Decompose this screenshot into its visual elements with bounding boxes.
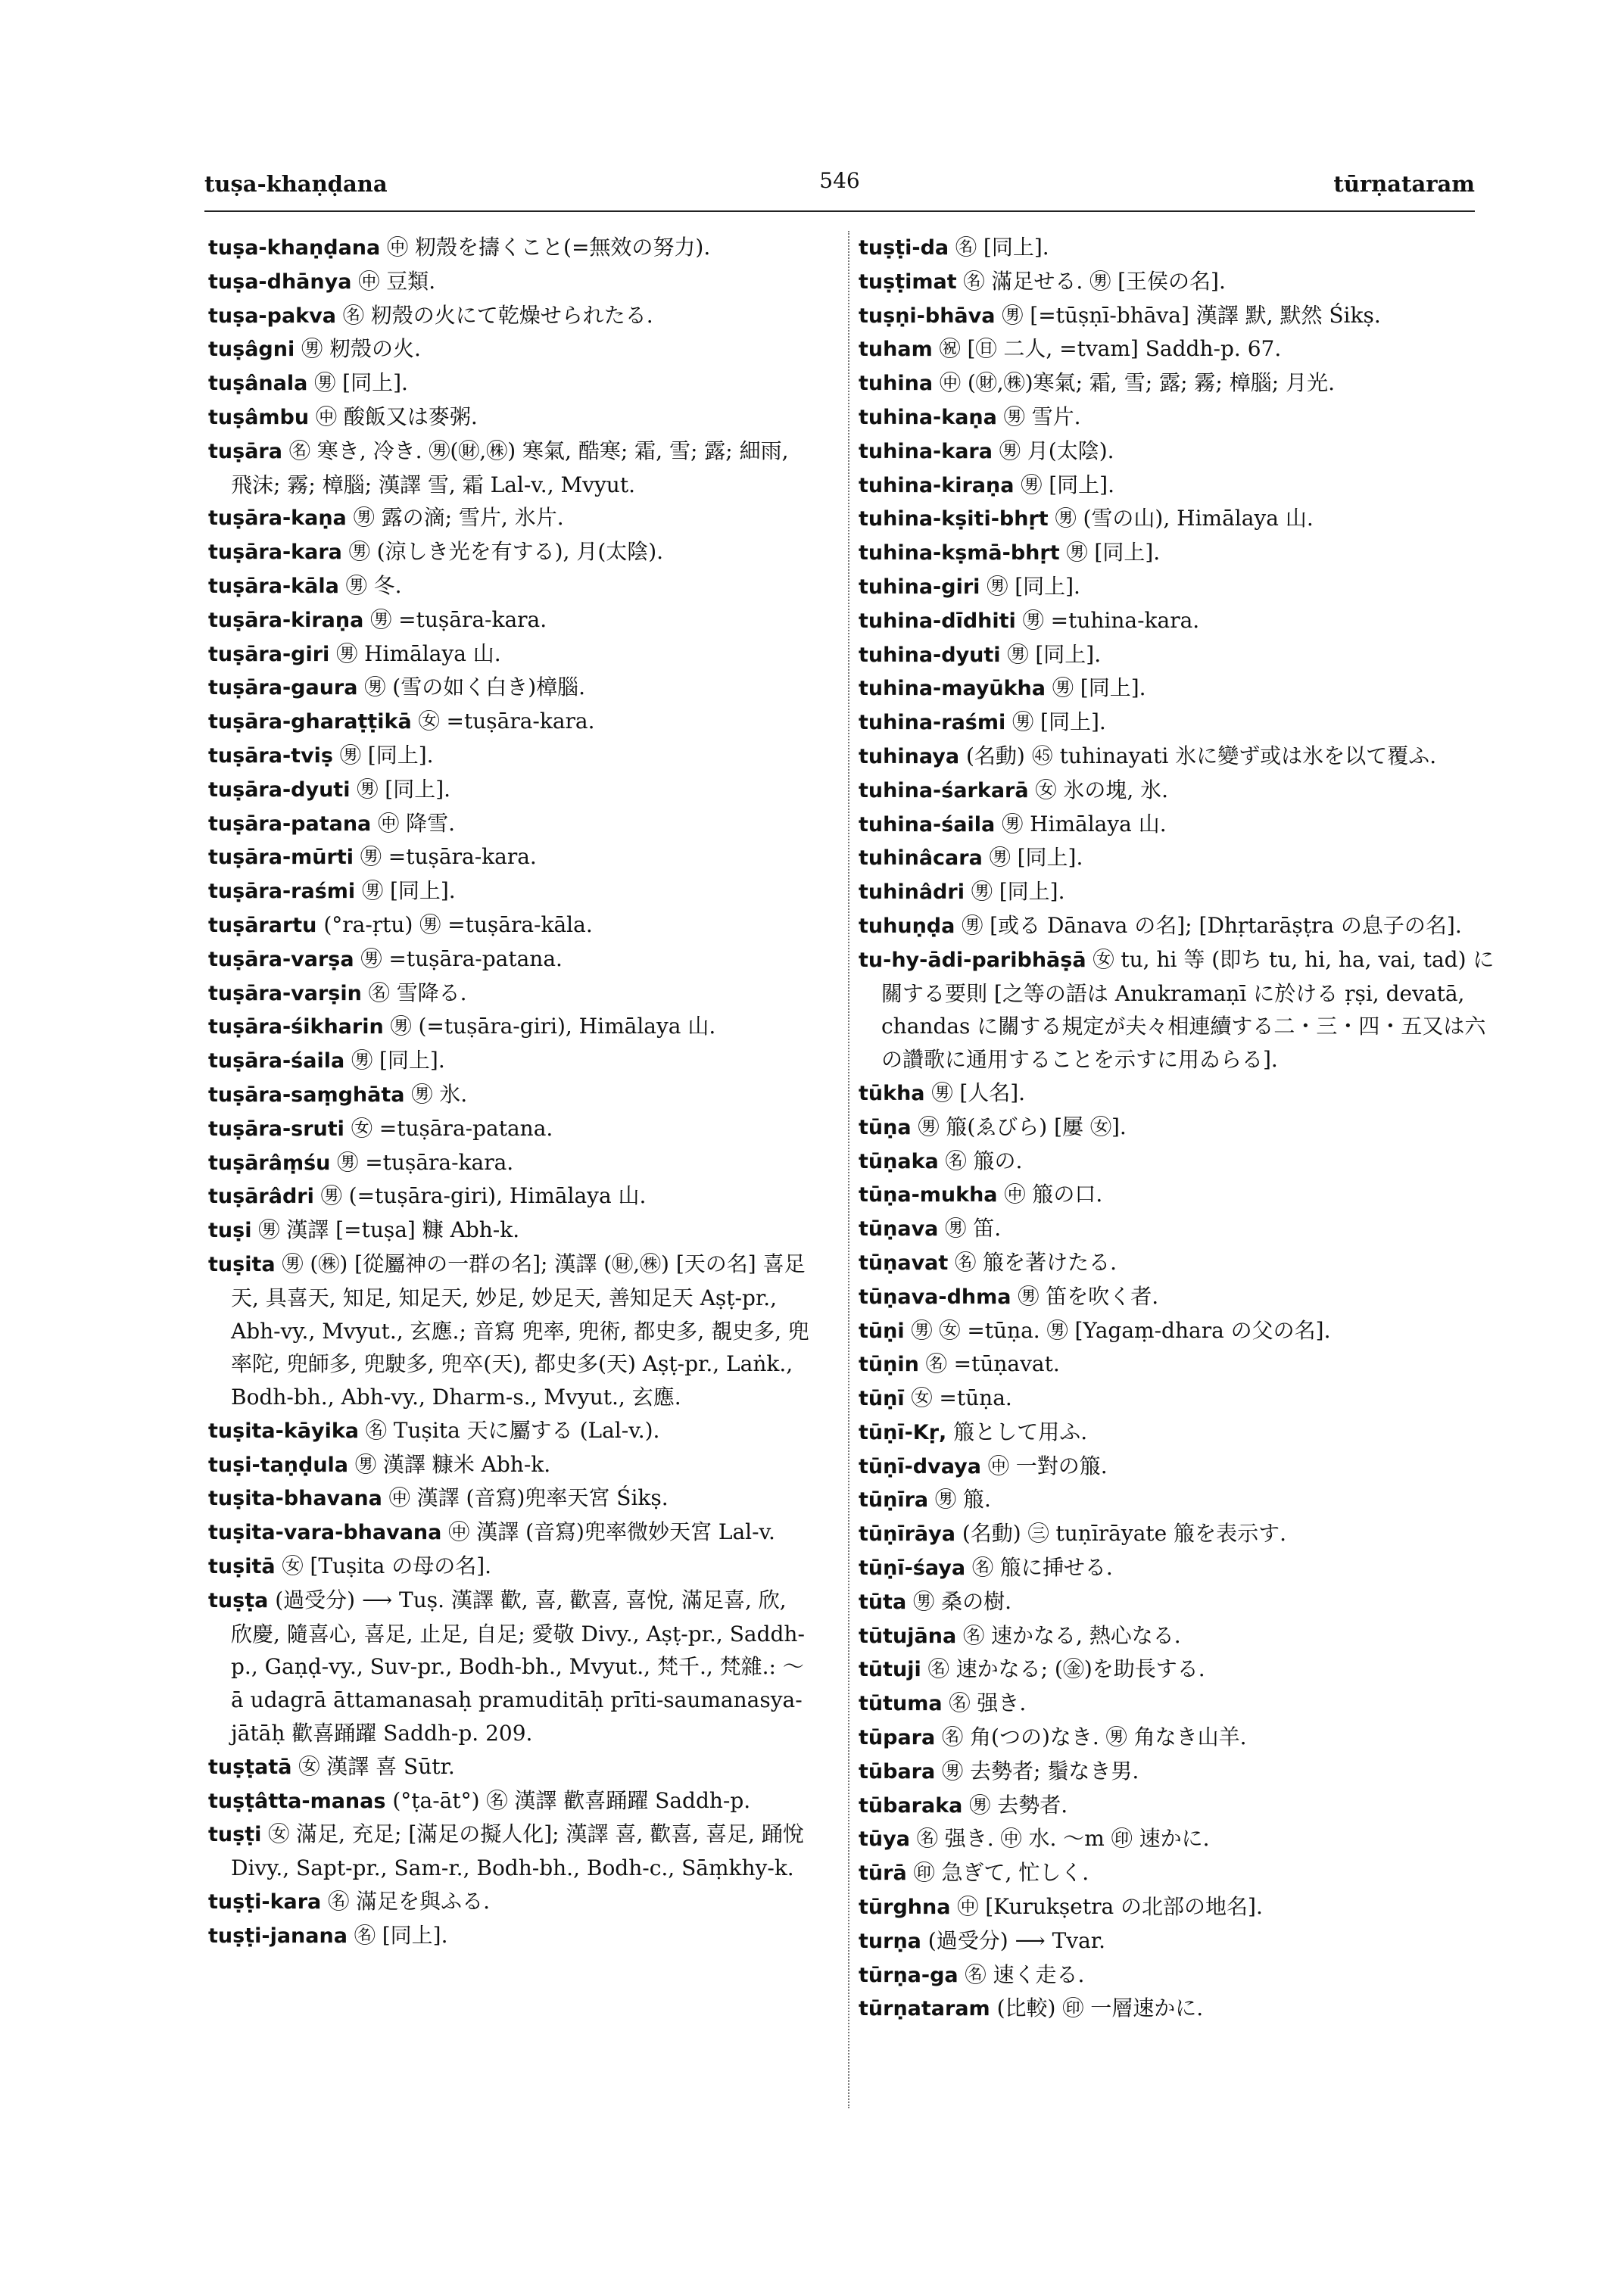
- dictionary-entry: [859, 1687, 1495, 1721]
- page-number: 546: [819, 168, 860, 193]
- dictionary-entry: [208, 603, 814, 637]
- dictionary-entry: [859, 1619, 1495, 1653]
- dictionary-entry: [859, 502, 1495, 536]
- definition: ㊔ 速かなる; (㊎)を助長する.: [927, 1656, 1205, 1682]
- headword: tuhinaya: [859, 744, 960, 768]
- headword: tuṣṭimat: [859, 269, 957, 294]
- definition: (比較) ㊞ 一層速かに.: [996, 1995, 1204, 2021]
- dictionary-entry: [859, 1145, 1495, 1179]
- dictionary-entry: [208, 299, 814, 333]
- headword: tuṣārartu: [208, 913, 317, 937]
- dictionary-entry: [208, 1044, 814, 1078]
- headword: tuhina-dyuti: [859, 643, 1001, 667]
- headword: tūṇi: [859, 1319, 905, 1343]
- headword: tūṇavat: [859, 1251, 949, 1275]
- headword: tūṇī-dvaya: [859, 1454, 981, 1478]
- definition: ㊛ =tuṣāra-patana.: [351, 1115, 553, 1141]
- headword: tuṣṭatā: [208, 1755, 292, 1779]
- definition: ㊥ 籾殼を擣くこと(=無效の努力).: [387, 235, 711, 260]
- definition: ㊗ [㊐ 二人, =tvam] Saddh-p. 67.: [939, 336, 1282, 362]
- definition: ㊔ 滿足せる. ㊚ [王侯の名].: [963, 268, 1226, 294]
- dictionary-entry: [208, 1179, 814, 1213]
- dictionary-entry: [208, 1516, 814, 1550]
- headword: tuṣāra-tviṣ: [208, 743, 333, 768]
- dictionary-entry: [208, 1414, 814, 1448]
- definition: ㊚ (㊑) [從屬神の一群の名]; 漢譯 (㊖,㊑) [天の名] 喜足天, 具喜天, 知足, 知足天, 妙足, 妙足天, 善知足天 Aṣṭ-pr., Abh-vy., Mvyut., 玄應.; 音寫 兜率, 兜術, 都史多, 覩史多, 兜率陀, 兜師多, 兜駛多, 兜卒(天), 都史多(天) Aṣṭ-pr., Laṅk., Bodh-bh., Abh-vy., Dharm-s., Mvyut., 玄應.: [231, 1251, 809, 1410]
- headword: tuhina-raśmi: [859, 711, 1006, 735]
- headword: tuṣṭi-da: [859, 236, 949, 260]
- definition: ㊚ =tuṣāra-kara.: [360, 844, 537, 870]
- dictionary-entry: [208, 874, 814, 908]
- definition: ㊚ [同上].: [357, 776, 451, 802]
- definition: (過受分) ⟶ Tuṣ. 漢譯 歡, 喜, 歡喜, 喜悅, 滿足喜, 欣, 欣慶, 隨喜心, 喜足, 止足, 自足; 愛敬 Divy., Aṣṭ-pr., Saddh-p., Gaṇḍ-vy., Suv-pr., Bodh-bh., Mvyut., 梵千., 梵雜.: ～ā udagrā āttamanasaḥ pramuditāḥ prīti-saumanasya-jātāḥ 歡喜踊躍 Saddh-p. 209.: [231, 1587, 805, 1746]
- definition: ㊛ 漢譯 喜 Sūtr.: [298, 1753, 455, 1779]
- definition: ㊥ [Kurukṣetra の北部の地名].: [957, 1894, 1263, 1920]
- definition: ㊚ [同上].: [1052, 675, 1146, 701]
- headword: tuṣārâdri: [208, 1185, 314, 1209]
- dictionary-entry: [208, 1584, 814, 1750]
- headword: tūṇin: [859, 1353, 919, 1377]
- left-guide-word: tuṣa-khaṇḍana: [204, 171, 388, 197]
- dictionary-entry: [859, 435, 1495, 469]
- headword: tuṣita-vara-bhavana: [208, 1521, 442, 1545]
- headword: tuṣāra-patana: [208, 812, 372, 836]
- definition: ㊥ 酸飯又は麥粥.: [316, 403, 478, 429]
- dictionary-entry: [859, 1212, 1495, 1246]
- definition: ㊚ 月(太陰).: [999, 438, 1114, 463]
- definition: ㊥ 箙の口.: [1004, 1182, 1103, 1207]
- definition: ㊚ 去勢者.: [969, 1792, 1068, 1818]
- dictionary-entry: [859, 1856, 1495, 1890]
- headword: tuhinâdri: [859, 880, 965, 905]
- headword: tūṇīrāya: [859, 1522, 955, 1547]
- definition: ㊚ [同上].: [351, 1048, 445, 1073]
- definition: ㊚ 冬.: [345, 572, 402, 598]
- headword: tuhina-śaila: [859, 812, 996, 837]
- headword: tūṇī-Kṛ,: [859, 1420, 947, 1444]
- definition: ㊛ [Tuṣita の母の名].: [282, 1553, 492, 1579]
- definition: ㊚ Himālaya 山.: [336, 640, 501, 666]
- headword: tuṣânala: [208, 372, 308, 396]
- dictionary-entry: [208, 739, 814, 773]
- right-guide-word: tūrṇataram: [1333, 171, 1475, 197]
- headword: tuhuṇḍa: [859, 914, 955, 938]
- headword: tūtuma: [859, 1692, 943, 1716]
- definition: ㊚ 去勢者; 鬚なき男.: [942, 1758, 1139, 1784]
- dictionary-entry: [859, 1585, 1495, 1619]
- definition: ㊚ 笛を吹く者.: [1018, 1283, 1159, 1309]
- definition: ㊚ [同上].: [1012, 709, 1106, 735]
- definition: ㊥ (㊖,㊑)寒氣; 霜, 雪; 露; 霧; 樟腦; 月光.: [939, 370, 1335, 396]
- dictionary-entry: [208, 366, 814, 400]
- headword: tuṣāra-kiraṇa: [208, 608, 364, 632]
- headword: tuṣi: [208, 1219, 252, 1243]
- headword: tuṣita-kāyika: [208, 1419, 359, 1443]
- headword: tuṣāra-gharaṭṭikā: [208, 710, 412, 734]
- definition: 箙として用ふ.: [953, 1419, 1088, 1444]
- definition: ㊔ 寒き, 冷き. ㊚(㊖,㊑) 寒氣, 酷寒; 霜, 雪; 露; 細雨, 飛沫; 霧; 樟腦; 漢譯 雪, 霜 Lal-v., Mvyut.: [231, 438, 789, 497]
- dictionary-entry: [208, 1550, 814, 1584]
- definition: ㊥ 降雪.: [378, 810, 455, 836]
- dictionary-entry: [208, 501, 814, 535]
- dictionary-entry: [859, 1347, 1495, 1382]
- dictionary-entry: [208, 1112, 814, 1146]
- definition: (名動) ㊂ tuṇīrāyate 箙を表示す.: [962, 1521, 1287, 1547]
- headword: tūṇīra: [859, 1488, 929, 1513]
- dictionary-entry: [859, 1789, 1495, 1823]
- dictionary-entry: [859, 570, 1495, 604]
- headword: tūkha: [859, 1081, 925, 1105]
- definition: ㊥ 漢譯 (音寫)兜率天宮 Śikṣ.: [388, 1485, 669, 1511]
- dictionary-entry: [859, 231, 1495, 265]
- definition: ㊥ 一對の箙.: [987, 1453, 1108, 1478]
- dictionary-entry: [859, 332, 1495, 366]
- headword: tuṣṭâtta-manas: [208, 1789, 386, 1813]
- definition: ㊔ [同上].: [354, 1922, 448, 1948]
- dictionary-entry: [208, 1010, 814, 1044]
- headword: tuṣa-dhānya: [208, 269, 352, 294]
- headword: tuṣāra-mūrti: [208, 846, 354, 870]
- headword: tūṇī: [859, 1387, 905, 1411]
- dictionary-entry: [208, 1146, 814, 1180]
- definition: ㊔ [同上].: [955, 235, 1049, 260]
- definition: ㊚ (=tuṣāra-giri), Himālaya 山.: [320, 1183, 647, 1209]
- definition: ㊚ =tuṣāra-kara.: [370, 606, 547, 632]
- definition: ㊔ 强き.: [949, 1690, 1027, 1716]
- definition: ㊚ 漢譯 [=tuṣa] 糠 Abh-k.: [258, 1217, 520, 1243]
- headword: tuṣāra-varṣa: [208, 947, 354, 971]
- dictionary-entry: [859, 1280, 1495, 1314]
- headword: tuṣāra-dyuti: [208, 777, 351, 802]
- definition: ㊚ =tuhina-kara.: [1022, 607, 1200, 633]
- definition: ㊔ 角(つの)なき. ㊚ 角なき山羊.: [942, 1724, 1247, 1750]
- headword: tuṣṭi: [208, 1823, 262, 1847]
- dictionary-entry: [859, 1924, 1495, 1958]
- dictionary-entry: [859, 1653, 1495, 1687]
- dictionary-entry: [208, 231, 814, 265]
- definition: ㊔ 滿足を與ふる.: [328, 1889, 490, 1914]
- headword: tuṣâmbu: [208, 405, 310, 429]
- dictionary-entry: [859, 909, 1495, 943]
- definition: ㊚ ㊛ =tūṇa. ㊚ [Yagaṃ-dhara の父の名].: [911, 1317, 1331, 1343]
- headword: tuṣâgni: [208, 338, 295, 362]
- dictionary-entry: [859, 469, 1495, 503]
- left-column: [208, 231, 814, 1953]
- headword: tuhina-kṣmā-bhṛt: [859, 541, 1060, 565]
- headword: tūtujāna: [859, 1624, 957, 1648]
- definition: ㊚ (=tuṣāra-giri), Himālaya 山.: [390, 1014, 716, 1039]
- dictionary-entry: [859, 1755, 1495, 1789]
- definition: (名動) ㊺ tuhinayati 氷に變ず或は氷を以て覆ふ.: [965, 743, 1437, 768]
- dictionary-entry: [859, 1551, 1495, 1585]
- definition: ㊔ 速く走る.: [965, 1961, 1085, 1987]
- dictionary-entry: [859, 740, 1495, 774]
- definition: ㊔ 箙を著けたる.: [955, 1249, 1117, 1275]
- headword: tuhina-śarkarā: [859, 778, 1029, 802]
- definition: ㊔ 速かなる, 熱心なる.: [963, 1622, 1181, 1648]
- definition: ㊚ 箙(ゑびら) [屢 ㊛].: [918, 1114, 1127, 1139]
- dictionary-entry: [208, 1784, 814, 1818]
- headword: tuhina-kara: [859, 439, 993, 463]
- dictionary-entry: [859, 1483, 1495, 1517]
- headword: tūṇa: [859, 1115, 912, 1139]
- dictionary-entry: [859, 808, 1495, 842]
- headword: tūtuji: [859, 1658, 921, 1682]
- definition: ㊛ =tūṇa.: [911, 1385, 1012, 1411]
- dictionary-entry: [208, 1448, 814, 1482]
- headword: tuhina: [859, 372, 934, 396]
- headword: tuṣāra-kāla: [208, 574, 339, 598]
- definition: ㊚ 桑の樹.: [913, 1588, 1011, 1614]
- dictionary-entry: [859, 400, 1495, 435]
- headword: tuhina-giri: [859, 575, 980, 599]
- definition: (過受分) ⟶ Tvar.: [927, 1927, 1105, 1953]
- headword: tūya: [859, 1827, 910, 1852]
- dictionary-entry: [208, 265, 814, 299]
- headword: tūṇa-mukha: [859, 1183, 998, 1207]
- dictionary-entry: [208, 1213, 814, 1248]
- definition: ㊚ 笛.: [945, 1216, 1002, 1242]
- dictionary-entry: [208, 1078, 814, 1112]
- dictionary-entry: [859, 774, 1495, 808]
- definition: ㊚ 籾殼の火.: [301, 336, 421, 362]
- dictionary-entry: [208, 840, 814, 874]
- definition: ㊚ [或る Dānava の名]; [Dhṛtarāṣṭra の息子の名].: [962, 912, 1462, 938]
- definition: ㊥ 漢譯 (音寫)兜率微妙天宮 Lal-v.: [448, 1519, 775, 1545]
- header-rule: [204, 210, 1475, 212]
- headword: tuhina-dīdhiti: [859, 609, 1016, 633]
- headword: tuṣāra-giri: [208, 642, 330, 666]
- dictionary-entry: [208, 1885, 814, 1919]
- headword: tūrṇataram: [859, 1997, 990, 2021]
- headword: tuṣāra-kara: [208, 541, 342, 565]
- headword: tūpara: [859, 1726, 936, 1750]
- definition: ㊚ =tuṣāra-patana.: [360, 946, 563, 971]
- headword: tuham: [859, 338, 933, 362]
- dictionary-entry: [208, 1750, 814, 1784]
- dictionary-entry: [859, 1178, 1495, 1212]
- headword: tuṣāra-raśmi: [208, 880, 356, 904]
- dictionary-entry: [859, 265, 1495, 299]
- dictionary-entry: [859, 1517, 1495, 1551]
- dictionary-entry: [859, 841, 1495, 875]
- definition: ㊚ [同上].: [1021, 472, 1115, 497]
- headword: tuṣṇi-bhāva: [859, 304, 996, 328]
- headword: tuṣāra-kaṇa: [208, 506, 347, 531]
- dictionary-entry: [859, 1450, 1495, 1484]
- definition: ㊥ 豆類.: [358, 268, 436, 294]
- definition: ㊔ 雪降る.: [368, 980, 467, 1005]
- dictionary-entry: [859, 1382, 1495, 1416]
- definition: ㊔ 箙に挿せる.: [972, 1555, 1113, 1581]
- headword: tuṣi-taṇḍula: [208, 1453, 349, 1477]
- headword: tūrghna: [859, 1896, 951, 1920]
- dictionary-entry: [208, 908, 814, 942]
- definition: (°ra-ṛtu) ㊚ =tuṣāra-kāla.: [323, 911, 593, 937]
- dictionary-entry: [208, 1919, 814, 1953]
- dictionary-entry: [859, 1416, 1495, 1450]
- dictionary-entry: [859, 1992, 1495, 2026]
- dictionary-entry: [859, 299, 1495, 333]
- dictionary-entry: [208, 435, 814, 502]
- definition: ㊛ 滿足, 充足; [滿足の擬人化]; 漢譯 喜, 歡喜, 喜足, 踊悅 Divy., Sapt-pr., Sam-r., Bodh-bh., Bodh-c., Sāṃkhy-k.: [231, 1821, 804, 1881]
- headword: tuhina-kiraṇa: [859, 473, 1015, 497]
- headword: tuhinâcara: [859, 846, 983, 871]
- definition: ㊛ 氷の塊, 氷.: [1035, 777, 1169, 802]
- definition: ㊛ tu, hi 等 (即ち tu, hi, ha, vai, tad) に關する要則 [之等の語は Anukramaṇī に於ける ṛṣi, devatā, chandas に關する規定が夫々相連續する二・三・四・五又は六の讚歌に通用することを示すに用ゐらる].: [881, 946, 1495, 1073]
- page-header: [204, 168, 1475, 209]
- right-column: [848, 231, 1495, 2108]
- headword: tuṣāra: [208, 439, 282, 463]
- headword: tuṣāra-saṃghāta: [208, 1083, 405, 1107]
- headword: tuṣita-bhavana: [208, 1487, 382, 1511]
- definition: ㊚ [同上].: [314, 370, 408, 396]
- dictionary-entry: [208, 977, 814, 1011]
- dictionary-entry: [859, 875, 1495, 909]
- dictionary-entry: [208, 1248, 814, 1414]
- definition: ㊚ Himālaya 山.: [1002, 811, 1167, 837]
- dictionary-entry: [859, 1721, 1495, 1755]
- definition: ㊔ 籾殼の火にて乾燥せられたる.: [342, 302, 653, 328]
- definition: ㊚ [同上].: [989, 845, 1083, 871]
- dictionary-entry: [859, 1822, 1495, 1856]
- definition: ㊚ [同上].: [339, 742, 434, 768]
- dictionary-entry: [208, 773, 814, 807]
- definition: ㊔ =tūṇavat.: [925, 1351, 1060, 1377]
- definition: ㊚ (涼しき光を有する), 月(太陰).: [348, 539, 664, 565]
- dictionary-entry: [859, 706, 1495, 740]
- dictionary-entry: [208, 535, 814, 569]
- definition: ㊚ 箙.: [935, 1487, 991, 1513]
- dictionary-entry: [208, 671, 814, 705]
- definition: ㊚ 漢譯 糠米 Abh-k.: [354, 1451, 551, 1477]
- headword: tuhina-kaṇa: [859, 405, 997, 429]
- headword: tūbaraka: [859, 1793, 963, 1818]
- dictionary-entry: [208, 807, 814, 841]
- definition: (°ṭa-āt°) ㊔ 漢譯 歡喜踊躍 Saddh-p.: [392, 1787, 751, 1813]
- definition: ㊚ [同上].: [987, 573, 1080, 599]
- dictionary-entry: [208, 637, 814, 671]
- definition: ㊚ [同上].: [971, 879, 1065, 905]
- definition: ㊚ (雪の如く白き)樟腦.: [364, 675, 586, 700]
- dictionary-entry: [859, 671, 1495, 706]
- headword: tuṣāra-gaura: [208, 676, 358, 700]
- headword: tūta: [859, 1590, 907, 1614]
- definition: ㊚ =tuṣāra-kara.: [337, 1149, 514, 1175]
- headword: tuṣāra-śaila: [208, 1049, 345, 1073]
- headword: tūṇava-dhma: [859, 1285, 1011, 1309]
- headword: tuṣita: [208, 1252, 276, 1276]
- definition: ㊚ 氷.: [411, 1081, 468, 1107]
- dictionary-entry: [859, 604, 1495, 638]
- definition: ㊔ 强き. ㊥ 水. ～m ㊞ 速かに.: [916, 1826, 1210, 1852]
- definition: ㊛ =tuṣāra-kara.: [418, 709, 595, 734]
- dictionary-entry: [208, 332, 814, 366]
- headword: tuṣṭi-janana: [208, 1924, 348, 1948]
- definition: ㊚ [人名].: [931, 1080, 1026, 1105]
- headword: tuṣṭi-kara: [208, 1890, 322, 1914]
- definition: ㊚ 露の滴; 雪片, 氷片.: [353, 505, 564, 531]
- dictionary-entry: [208, 400, 814, 435]
- definition: ㊞ 急ぎて, 忙しく.: [913, 1860, 1089, 1886]
- definition: ㊚ (雪の山), Himālaya 山.: [1055, 506, 1314, 531]
- headword: tu-hy-ādi-paribhāṣā: [859, 948, 1086, 972]
- headword: tuṣāra-varṣin: [208, 981, 362, 1005]
- definition: ㊚ [同上].: [1007, 641, 1102, 667]
- definition: ㊚ [同上].: [362, 878, 456, 904]
- headword: turṇa: [859, 1929, 921, 1953]
- dictionary-entry: [208, 1481, 814, 1516]
- headword: tuṣitā: [208, 1555, 276, 1579]
- headword: tūṇī-śaya: [859, 1556, 966, 1581]
- headword: tuṣāra-sruti: [208, 1117, 344, 1141]
- headword: tuṣa-khaṇḍana: [208, 236, 381, 260]
- definition: ㊚ [同上].: [1066, 540, 1161, 565]
- headword: tūṇava: [859, 1217, 939, 1242]
- dictionary-entry: [859, 1890, 1495, 1924]
- dictionary-entry: [859, 1076, 1495, 1111]
- dictionary-entry: [208, 569, 814, 603]
- headword: tūṇaka: [859, 1149, 939, 1173]
- headword: tuṣāra-śikharin: [208, 1015, 384, 1039]
- dictionary-entry: [208, 705, 814, 739]
- dictionary-entry: [208, 1818, 814, 1885]
- headword: tuhina-kṣiti-bhṛt: [859, 507, 1049, 531]
- dictionary-entry: [859, 1246, 1495, 1280]
- headword: tuṣārâṃśu: [208, 1151, 331, 1175]
- definition: ㊔ 箙の.: [945, 1148, 1023, 1173]
- dictionary-entry: [859, 536, 1495, 570]
- dictionary-entry: [859, 638, 1495, 672]
- dictionary-entry: [859, 366, 1495, 400]
- headword: tūrṇa-ga: [859, 1963, 959, 1987]
- dictionary-entry: [859, 943, 1495, 1076]
- headword: tuṣa-pakva: [208, 304, 336, 328]
- dictionary-entry: [859, 1958, 1495, 1992]
- dictionary-entry: [859, 1314, 1495, 1348]
- definition: ㊚ 雪片.: [1003, 403, 1081, 429]
- dictionary-entry: [208, 942, 814, 977]
- headword: tūbara: [859, 1759, 936, 1784]
- definition: ㊚ [=tūṣṇī-bhāva] 漢譯 默, 默然 Śikṣ.: [1002, 302, 1381, 328]
- definition: ㊔ Tuṣita 天に屬する (Lal-v.).: [365, 1417, 660, 1443]
- headword: tuhina-mayūkha: [859, 677, 1046, 701]
- headword: tūrā: [859, 1862, 907, 1886]
- dictionary-entry: [859, 1111, 1495, 1145]
- headword: tuṣṭa: [208, 1588, 269, 1612]
